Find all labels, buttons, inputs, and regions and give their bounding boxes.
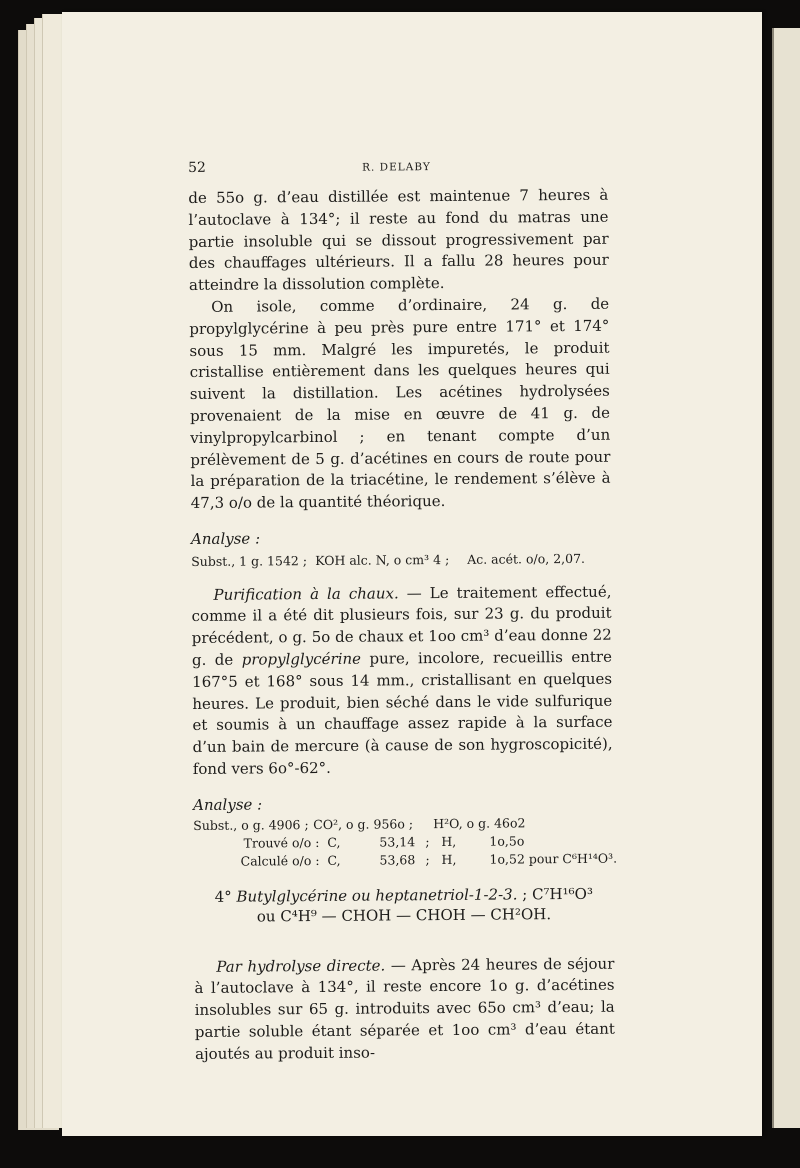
analysis-2-cell: Calculé o/o : [240, 852, 320, 869]
section-title-name: Butylglycérine ou heptanetriol-1-2-3. [236, 884, 518, 906]
section-4-title [194, 883, 614, 926]
analysis-2-cell: ; [425, 833, 430, 849]
analysis-2-cell: Subst., o g. 4906 ; [193, 816, 309, 833]
purification-text-b: pure, incolore, recueillis entre 167°5 et 168° sous 14 mm., cristallisant en quelques heures. Le produit, bien séché dans le vide sulfurique et soumis à un chauffage assez rapide à la surface d’un bain de mercure (à cause de son hygroscopicité), fond vers 6o°-62°. [192, 647, 613, 778]
adjacent-page-edge [772, 28, 800, 1128]
analysis-2-cell: H, [441, 833, 457, 849]
analysis-2-cell: 1o,5o [489, 832, 525, 849]
section-formula: ; C⁷H¹⁶O³ [517, 884, 593, 903]
analysis-2-row [207, 849, 618, 870]
page-header [188, 155, 608, 180]
purification-compound: propylglycérine [241, 649, 362, 669]
analysis-1-subst: Subst., 1 g. 1542 ; [191, 552, 308, 569]
hydrolyse-heading: Par hydrolyse directe. [216, 955, 386, 976]
analysis-2-cell: 53,68 [379, 851, 416, 868]
purification-heading: Purification à la chaux. [213, 583, 399, 604]
paragraph-2: On isole, comme d’ordinaire, 24 g. de propylglycérine à peu près pure entre 171° et 174° sous 15 mm. Malgré les impuretés, le produit cristallise entièrement dans les quelques heures qui suivent la distillation. Les acétines hydrolysées provenaient de la mise en œuvre de 41 g. de vinylpropylcarbinol ; en tenant compte d’un prélèvement de 5 g. d’acétines en cours de route pour la préparation de la triacétine, le rendement s’élève à 47,3 o/o de la quantité théorique. [189, 294, 611, 513]
page-content [188, 155, 618, 1066]
analysis-2-cell: 53,14 [379, 833, 416, 850]
purification-text-a: — Le traitement effectué, comme il a été dit plusieurs fois, sur 23 g. du produit précédent, o g. 5o de chaux et 1oo cm³ d’eau donne 22 g. de [191, 582, 612, 669]
analysis-2-cell: CO², o g. 956o ; [313, 815, 414, 832]
analysis-2-cell: C, [327, 852, 341, 868]
paragraph-1: de 55o g. d’eau distillée est maintenue 7 heures à l’autoclave à 134°; il reste au fond du matras une partie insoluble qui se dissout progressivement par des chauffages ultérieurs. Il a fallu 28 heures pour atteindre la dissolution complète. [188, 185, 609, 295]
hydrolyse-text: — Après 24 heures de séjour à l’autoclave à 134°, il reste encore 1o g. d’acétines insolubles sur 65 g. introduits avec 65o cm³ d’eau; la partie soluble étant séparée et 1oo cm³ d’eau étant ajoutés au produit inso- [194, 954, 615, 1063]
analysis-1-koh: KOH alc. N, o cm³ 4 ; [315, 551, 450, 568]
analysis-1-label: Analyse : [190, 529, 261, 548]
analysis-2-cell: H, [441, 851, 457, 867]
section-number: 4° [214, 887, 232, 906]
hydrolyse-paragraph [194, 953, 615, 1065]
analysis-2-table [193, 813, 618, 870]
analysis-2-cell: ; [425, 851, 430, 867]
analysis-2-cell: C, [327, 834, 341, 850]
purification-paragraph [191, 581, 613, 780]
page-number: 52 [188, 159, 206, 176]
analysis-2-label: Analyse : [193, 795, 263, 814]
section-formula-line2: ou C⁴H⁹ — CHOH — CHOH — CH²OH. [256, 904, 552, 925]
analysis-1-ac: Ac. acét. o/o, 2,07. [467, 550, 586, 567]
analysis-1-values [191, 547, 611, 572]
analysis-2-cell: 1o,52 pour C⁶H¹⁴O³. [489, 850, 618, 867]
running-title: R. DELABY [362, 161, 431, 174]
analysis-2-cell: Trouvé o/o : [243, 834, 320, 851]
analysis-2-cell: H²O, o g. 46o2 [433, 814, 526, 831]
